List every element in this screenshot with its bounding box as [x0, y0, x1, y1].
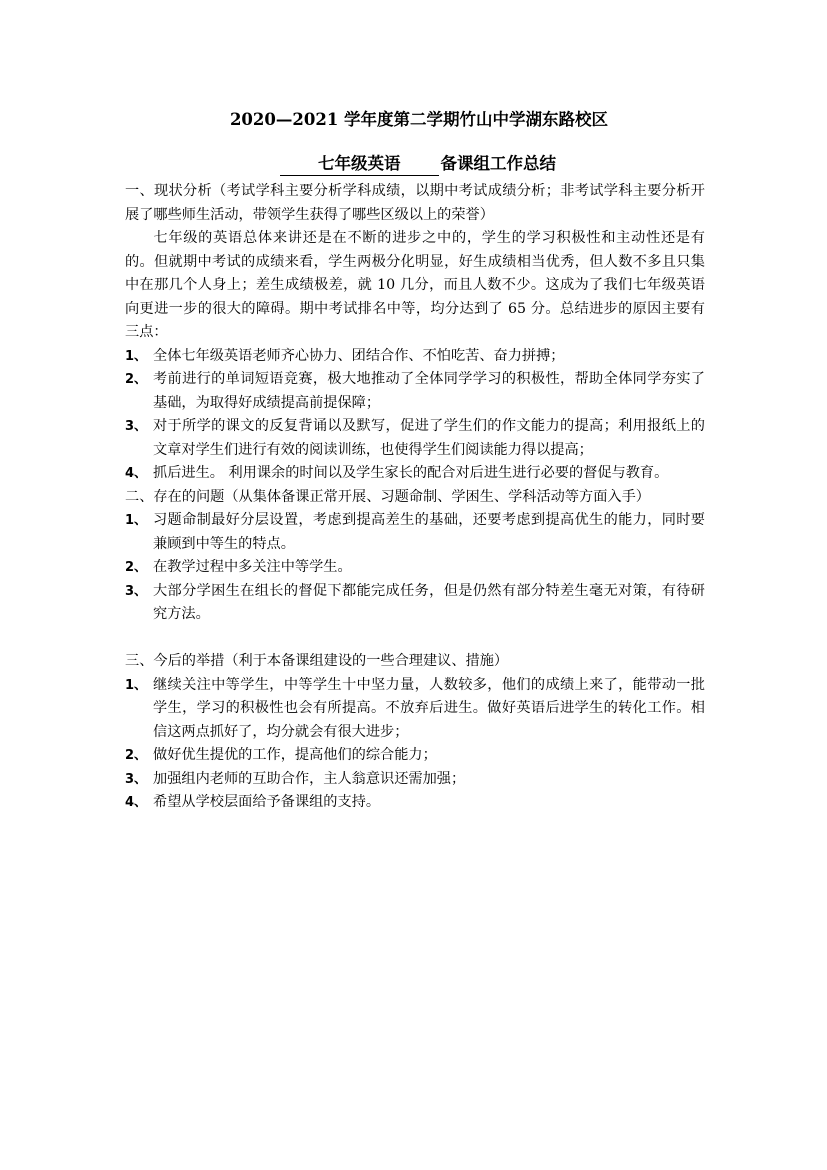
blank-line [125, 627, 705, 651]
list-item [125, 674, 705, 745]
list-item [125, 415, 705, 462]
section-3-heading: 三、今后的举措（利于本备课组建设的一些合理建议、措施） [125, 653, 509, 669]
list-item-number: 4、 [125, 795, 148, 810]
list-item-number: 1、 [125, 513, 148, 528]
list-item-number: 3、 [125, 771, 148, 787]
list-item-number: 3、 [125, 583, 148, 599]
list-item-number: 3、 [125, 419, 148, 434]
document-page [125, 108, 705, 815]
list-item-number: 1、 [125, 348, 148, 364]
list-item [125, 580, 705, 627]
list-item-text: 全体七年级英语老师齐心协力、团结合作、不怕吃苦、奋力拼搏； [153, 347, 565, 364]
document-subtitle [125, 152, 705, 176]
document-body [125, 180, 705, 815]
list-item [125, 556, 705, 580]
list-item-number: 2、 [125, 560, 148, 575]
list-item-text: 加强组内老师的互助合作，主人翁意识还需加强； [153, 770, 466, 787]
list-item-text: 习题命制最好分层设置，考虑到提高差生的基础，还要考虑到提高优生的能力，同时要兼顾到中等生的特点。 [153, 512, 705, 552]
list-item [125, 345, 705, 369]
section-1-paragraph: 七年级的英语总体来讲还是在不断的进步之中的，学生的学习积极性和主动性还是有的。但就期中考试的成绩来看，学生两极分化明显，好生成绩相当优秀，但人数不多且只集中在那几个人身上；差生成绩极差，就 10 几分，而且人数不少。这成为了我们七年级英语向更进一步的很大的障碍。期中考试排名中等，均分达到了 65 分。总结进步的原因主要有三点： [125, 230, 705, 340]
grade-subject-field: 七年级英语 [280, 154, 439, 176]
list-item-text: 希望从学校层面给予备课组的支持。 [153, 794, 381, 810]
list-item [125, 462, 705, 486]
list-item-text: 做好优生提优的工作，提高他们的综合能力； [153, 747, 437, 763]
list-item-number: 2、 [125, 372, 148, 387]
list-item [125, 368, 705, 415]
list-item [125, 768, 705, 792]
list-item-number: 2、 [125, 748, 148, 763]
document-title: 2020—2021 学年度第二学期竹山中学湖东路校区 [229, 110, 609, 129]
list-item-text: 对于所学的课文的反复背诵以及默写，促进了学生们的作文能力的提高；利用报纸上的文章对学生们进行有效的阅读训练，也使得学生们阅读能力得以提高； [153, 418, 705, 458]
list-item-number: 1、 [125, 677, 148, 693]
list-item-number: 4、 [125, 466, 148, 481]
subtitle-suffix: 备课组工作总结 [440, 154, 556, 173]
list-item [125, 509, 705, 556]
list-item-text: 考前进行的单词短语竞赛，极大地推动了全体同学学习的积极性，帮助全体同学夯实了基础，为取得好成绩提高前提保障； [153, 371, 705, 411]
list-item [125, 744, 705, 768]
list-item-text: 继续关注中等学生，中等学生十中坚力量，人数较多，他们的成绩上来了，能带动一批学生，学习的积极性也会有所提高。不放弃后进生。做好英语后进学生的转化工作。相信这两点抓好了，均分就会有很大进步； [153, 676, 705, 740]
section-2-heading: 二、存在的问题（从集体备课正常开展、习题命制、学困生、学科活动等方面入手） [125, 488, 650, 505]
list-item-text: 大部分学困生在组长的督促下都能完成任务，但是仍然有部分特差生毫无对策，有待研究方法。 [153, 582, 705, 622]
list-item-text: 在教学过程中多关注中等学生。 [153, 559, 352, 575]
section-1-heading: 一、现状分析（考试学科主要分析学科成绩，以期中考试成绩分析；非考试学科主要分析开展了哪些师生活动，带领学生获得了哪些区级以上的荣誉） [125, 183, 705, 223]
list-item [125, 791, 705, 815]
list-item-text: 抓后进生。 利用课余的时间以及学生家长的配合对后进生进行必要的督促与教育。 [153, 465, 669, 481]
